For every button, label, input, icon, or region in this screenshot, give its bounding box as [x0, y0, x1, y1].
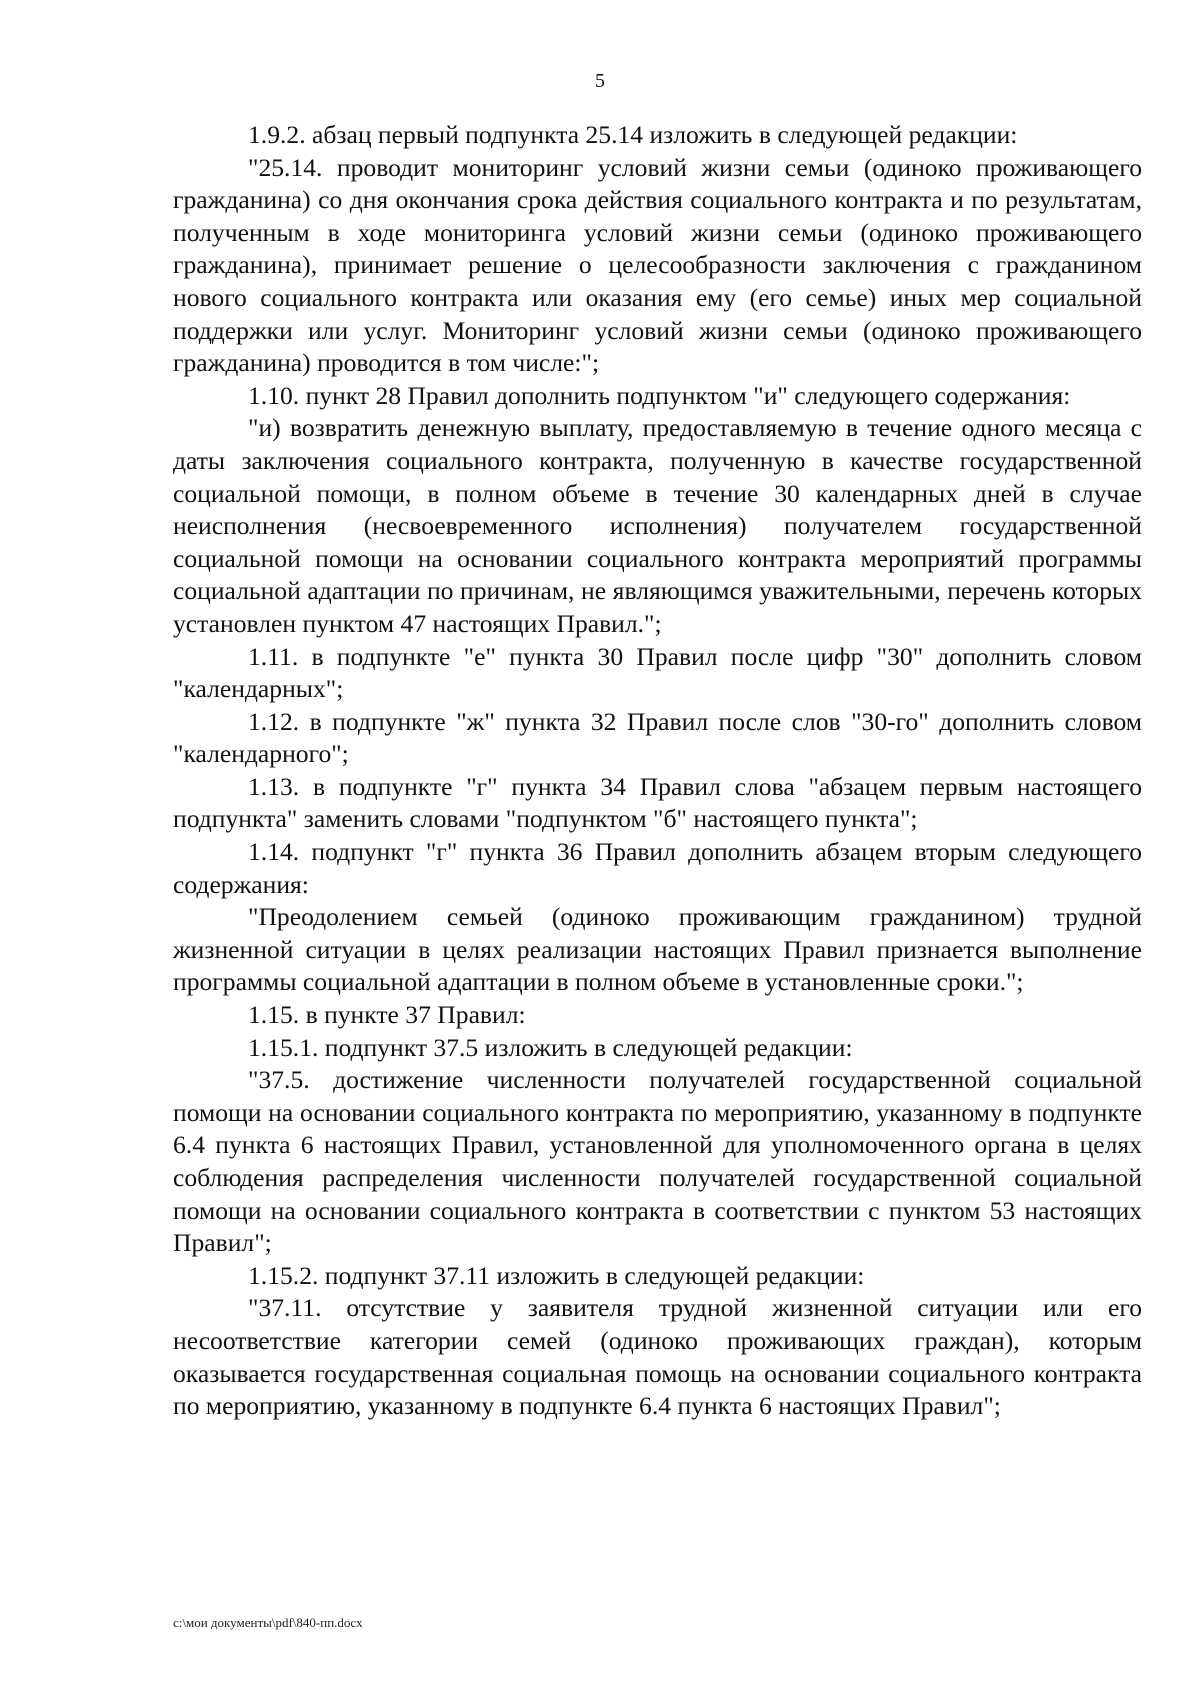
paragraph-1-11: 1.11. в подпункте "е" пункта 30 Правил после цифр "30" дополнить словом "календарных"; [173, 641, 1142, 704]
paragraph-overcoming-quote: "Преодолением семьей (одиноко проживающим гражданином) трудной жизненной ситуации в целях реализации настоящих Правил признается выполнение программы социальной адаптации в полном объеме в установленные сроки."; [173, 902, 1142, 997]
paragraph-1-15-2: 1.15.2. подпункт 37.11 изложить в следующей редакции: [248, 1260, 865, 1290]
paragraph-37-5-quote: "37.5. достижение численности получателей государственной социальной помощи на основании социального контракта по мероприятию, указанному в подпункте 6.4 пункта 6 настоящих Правил, установленной для уполномоченного органа в целях соблюдения распределения численности получателей государственной социальной помощи на основании социального контракта в соответствии с пунктом 53 настоящих Правил"; [173, 1065, 1142, 1258]
paragraph-1-15-1: 1.15.1. подпункт 37.5 изложить в следующей редакции: [248, 1032, 853, 1062]
paragraph-1-15: 1.15. в пункте 37 Правил: [248, 1000, 526, 1030]
paragraph-subitem-i-quote: "и) возвратить денежную выплату, предоставляемую в течение одного месяца с даты заключения социального контракта, полученную в качестве государственной социальной помощи, в полном объеме в течение 30 календарных дней в случае неисполнения (несвоевременного исполнения) получателем государственной социальной помощи на основании социального контракта мероприятий программы социальной адаптации по причинам, не являющимся уважительными, перечень которых установлен пунктом 47 настоящих Правил."; [173, 413, 1142, 638]
paragraph-37-11-quote: "37.11. отсутствие у заявителя трудной жизненной ситуации или его несоответствие категории семей (одиноко проживающих граждан), которым оказывается государственная социальная помощь на основании социального контракта по мероприятию, указанному в подпункте 6.4 пункта 6 настоящих Правил"; [173, 1293, 1142, 1421]
footer-file-path: c:\мои документы\pdf\840-пп.docx [173, 1615, 363, 1630]
paragraph-1-13: 1.13. в подпункте "г" пункта 34 Правил слова "абзацем первым настоящего подпункта" заменить словами "подпунктом "б" настоящего пункта"; [173, 771, 1142, 834]
paragraph-25-14-quote: "25.14. проводит мониторинг условий жизни семьи (одиноко проживающего гражданина) со дня окончания срока действия социального контракта и по результатам, полученным в ходе мониторинга условий жизни семьи (одиноко проживающего гражданина), принимает решение о целесообразности заключения с гражданином нового социального контракта или оказания ему (его семье) иных мер социальной поддержки или услуг. Мониторинг условий жизни семьи (одиноко проживающего гражданина) проводится в том числе:"; [173, 152, 1142, 378]
paragraph-1-14: 1.14. подпункт "г" пункта 36 Правил дополнить абзацем вторым следующего содержания: [173, 837, 1142, 899]
paragraph-1-10: 1.10. пункт 28 Правил дополнить подпунктом "и" следующего содержания: [248, 380, 1071, 410]
paragraph-1-9-2: 1.9.2. абзац первый подпункта 25.14 изложить в следующей редакции: [248, 120, 1018, 149]
page-number: 5 [595, 70, 605, 92]
document-body [173, 119, 1142, 1423]
paragraph-1-12: 1.12. в подпункте "ж" пункта 32 Правил после слов "30-го" дополнить словом "календарного"; [173, 706, 1142, 769]
